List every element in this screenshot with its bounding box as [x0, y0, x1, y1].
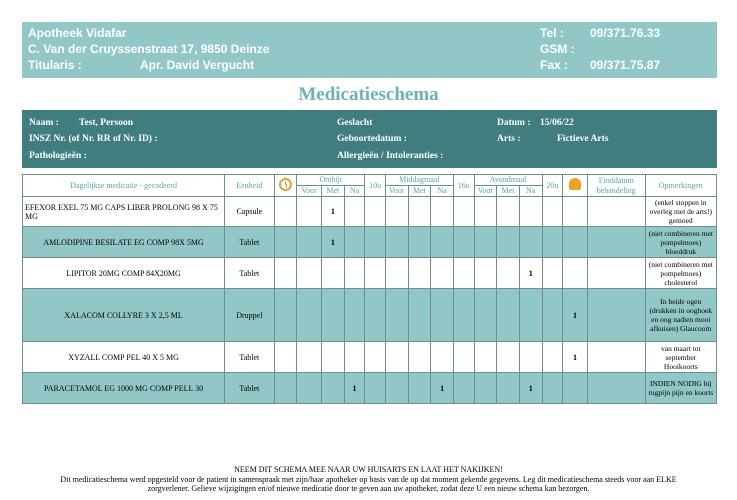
dose-cell [274, 258, 297, 289]
datum-label: Datum : [497, 118, 531, 128]
dose-cell [344, 258, 365, 289]
dose-cell [274, 227, 297, 258]
dose-cell [542, 197, 563, 227]
dose-cell: 1 [563, 342, 588, 373]
dose-cell [297, 373, 322, 404]
dose-cell [587, 227, 645, 258]
dose-cell [587, 289, 645, 342]
dose-cell [497, 227, 520, 258]
insz-label: INSZ Nr. (of Nr. RR of Nr. ID) : [29, 134, 158, 144]
dose-cell [542, 342, 563, 373]
pathologie-label: Pathologieën : [29, 151, 87, 161]
medication-unit: Capsule [225, 197, 274, 227]
pharmacy-address: C. Van der Cruyssenstraat 17, 9850 Deinze [28, 42, 270, 56]
medication-name: AMLODIPINE BESILATE EG COMP 98X 5MG [23, 227, 225, 258]
dose-cell: 1 [322, 197, 345, 227]
dose-cell [365, 258, 386, 289]
dose-cell [408, 289, 431, 342]
sub-voor: Voor [297, 186, 322, 197]
dose-cell [497, 289, 520, 342]
dose-cell [274, 342, 297, 373]
fax-label: Fax : [540, 58, 569, 72]
titularis-value: Apr. David Vergucht [140, 58, 255, 72]
bedtime-bell-icon [569, 178, 581, 190]
medication-name: LIPITOR 20MG COMP 84X20MG [23, 258, 225, 289]
fax-row [540, 57, 660, 73]
dose-cell [453, 289, 474, 342]
dose-cell [587, 373, 645, 404]
medication-unit: Tablet [225, 227, 274, 258]
dose-cell [519, 227, 542, 258]
dose-cell [519, 342, 542, 373]
dose-cell [453, 258, 474, 289]
dose-cell [453, 342, 474, 373]
medication-unit: Tablet [225, 373, 274, 404]
col-clock [274, 175, 297, 197]
dose-cell [587, 258, 645, 289]
dose-cell [474, 342, 497, 373]
tel-value: 09/371.76.33 [590, 26, 661, 40]
dose-cell [322, 342, 345, 373]
col-opmerkingen: Opmerkingen [645, 175, 716, 197]
dose-cell [431, 258, 454, 289]
dose-cell [563, 197, 588, 227]
medication-unit: Tablet [225, 258, 274, 289]
dose-cell [474, 289, 497, 342]
medication-unit: Tablet [225, 342, 274, 373]
col-16u: 16u [453, 175, 474, 197]
dose-cell [563, 258, 588, 289]
footer-warning: NEEM DIT SCHEMA MEE NAAR UW HUISARTS EN LAAT HET NAKIJKEN! [234, 465, 503, 474]
medication-remark: (enkel stoppen in overleg met de arts!) gemoed [645, 197, 716, 227]
dose-cell [274, 197, 297, 227]
pharmacy-contact [540, 25, 660, 73]
dose-cell [474, 373, 497, 404]
medication-name: XALACOM COLLYRE 3 X 2,5 ML [23, 289, 225, 342]
col-ontbijt: Ontbijt [297, 175, 365, 186]
titularis-label: Titularis : [28, 58, 82, 72]
pharmacy-name: Apotheek Vidafar [28, 26, 127, 40]
dose-cell [474, 197, 497, 227]
dose-cell [408, 197, 431, 227]
dose-cell [385, 227, 408, 258]
medication-name: XYZALL COMP PEL 40 X 5 MG [23, 342, 225, 373]
sub-na: Na [431, 186, 454, 197]
dose-cell [344, 227, 365, 258]
pharmacy-header [22, 22, 717, 78]
dose-cell [274, 373, 297, 404]
dose-cell [519, 289, 542, 342]
dose-cell [408, 227, 431, 258]
medication-remark: (niet combineren met pompelmoes) bloeddruk [645, 227, 716, 258]
dose-cell [542, 258, 563, 289]
medication-name: PARACETAMOL EG 1000 MG COMP PELL 30 [23, 373, 225, 404]
footer [0, 465, 737, 494]
fax-value: 09/371.75.87 [590, 58, 661, 72]
dose-cell [385, 258, 408, 289]
dose-cell: 1 [563, 289, 588, 342]
datum-value: 15/06/22 [540, 118, 574, 128]
dose-cell [453, 227, 474, 258]
col-10u: 10u [365, 175, 386, 197]
dose-cell [297, 227, 322, 258]
arts-value: Fictieve Arts [557, 134, 609, 144]
dose-cell [587, 342, 645, 373]
col-bell [563, 175, 588, 197]
dose-cell [408, 258, 431, 289]
dose-cell [365, 373, 386, 404]
dose-cell [431, 289, 454, 342]
col-einddatum: Einddatum behandeling [587, 175, 645, 197]
dose-cell [497, 258, 520, 289]
medication-remark: van maart tot september Hooikoorts [645, 342, 716, 373]
dose-cell [431, 197, 454, 227]
dose-cell: 1 [344, 373, 365, 404]
medication-row [23, 197, 717, 227]
footer-disclaimer-2: zorgverlener. Gelieve wijzigingen en/of nieuwe medicatie door te geven aan uw apotheker, zodat deze U een nieuw schema kan bezorgen. [147, 484, 590, 493]
dose-cell [563, 373, 588, 404]
medication-remark: In beide ogen (drukken in ooghoek en oog nadien mooi afkuisen) Glaucoom [645, 289, 716, 342]
dose-cell [408, 373, 431, 404]
dose-cell [274, 289, 297, 342]
arts-label: Arts : [497, 134, 521, 144]
dose-cell [519, 197, 542, 227]
dose-cell: 1 [519, 258, 542, 289]
medication-row [23, 373, 717, 404]
dose-cell [431, 227, 454, 258]
medication-row [23, 342, 717, 373]
naam-value: Test, Persoon [79, 118, 134, 128]
page-title: Medicatieschema [298, 84, 439, 105]
tel-label: Tel : [540, 26, 564, 40]
dose-cell [497, 342, 520, 373]
medication-row [23, 227, 717, 258]
tel-row [540, 25, 660, 41]
pharmacy-info [28, 25, 269, 73]
dose-cell [385, 373, 408, 404]
dose-cell [322, 258, 345, 289]
sub-na: Na [519, 186, 542, 197]
titularis-row [28, 57, 269, 73]
naam-label: Naam : [29, 118, 59, 128]
dose-cell [474, 227, 497, 258]
geslacht-label: Geslacht [337, 118, 373, 128]
geboortedatum-label: Geboortedatum : [337, 134, 407, 144]
dose-cell [344, 342, 365, 373]
alarm-clock-icon [279, 178, 292, 191]
dose-cell [385, 342, 408, 373]
gsm-row [540, 41, 660, 57]
medication-row [23, 289, 717, 342]
footer-disclaimer-1: Dit medicatieschema werd opgesteld voor de patient in samenspraak met zijn/haar apotheker op basis van de op dat moment gekende gegevens. Leg dit medicatieschema steeds voor aan ELKE [60, 474, 677, 484]
sub-met: Met [322, 186, 345, 197]
dose-cell [344, 289, 365, 342]
sub-voor: Voor [385, 186, 408, 197]
col-middagmaal: Middagmaal [385, 175, 453, 186]
sub-met: Met [497, 186, 520, 197]
dose-cell [297, 258, 322, 289]
dose-cell [453, 197, 474, 227]
sub-na: Na [344, 186, 365, 197]
medication-table [22, 174, 717, 404]
dose-cell [453, 373, 474, 404]
dose-cell [431, 342, 454, 373]
dose-cell [385, 289, 408, 342]
dose-cell [365, 289, 386, 342]
dose-cell [587, 197, 645, 227]
dose-cell [365, 342, 386, 373]
dose-cell [297, 342, 322, 373]
dose-cell [408, 342, 431, 373]
sub-met: Met [408, 186, 431, 197]
dose-cell [474, 258, 497, 289]
medication-remark: (niet combineren met pompelmoes) cholesterol [645, 258, 716, 289]
medication-row [23, 258, 717, 289]
dose-cell [297, 197, 322, 227]
dose-cell [542, 227, 563, 258]
dose-cell [365, 227, 386, 258]
dose-cell [297, 289, 322, 342]
dose-cell [322, 373, 345, 404]
dose-cell [344, 197, 365, 227]
col-avondmaal: Avondmaal [474, 175, 542, 186]
patient-info [22, 110, 717, 168]
medication-unit: Druppel [225, 289, 274, 342]
dose-cell [563, 227, 588, 258]
dose-cell [322, 289, 345, 342]
dose-cell: 1 [519, 373, 542, 404]
dose-cell [497, 373, 520, 404]
dose-cell: 1 [322, 227, 345, 258]
gsm-label: GSM : [540, 42, 575, 56]
dose-cell: 1 [431, 373, 454, 404]
dose-cell [385, 197, 408, 227]
dose-cell [542, 289, 563, 342]
col-20u: 20u [542, 175, 563, 197]
medication-name: EFEXOR EXEL 75 MG CAPS LIBER PROLONG 98 X 75 MG [23, 197, 225, 227]
allergie-label: Allergieën / Intoleranties : [337, 151, 444, 161]
col-medicatie: Dagelijkse medicatie - gecodeerd [23, 175, 225, 197]
medication-remark: INDIEN NODIG bij rugpijn pijn en koorts [645, 373, 716, 404]
dose-cell [365, 197, 386, 227]
sub-voor: Voor [474, 186, 497, 197]
dose-cell [542, 373, 563, 404]
dose-cell [497, 197, 520, 227]
col-eenheid: Eenheid [225, 175, 274, 197]
